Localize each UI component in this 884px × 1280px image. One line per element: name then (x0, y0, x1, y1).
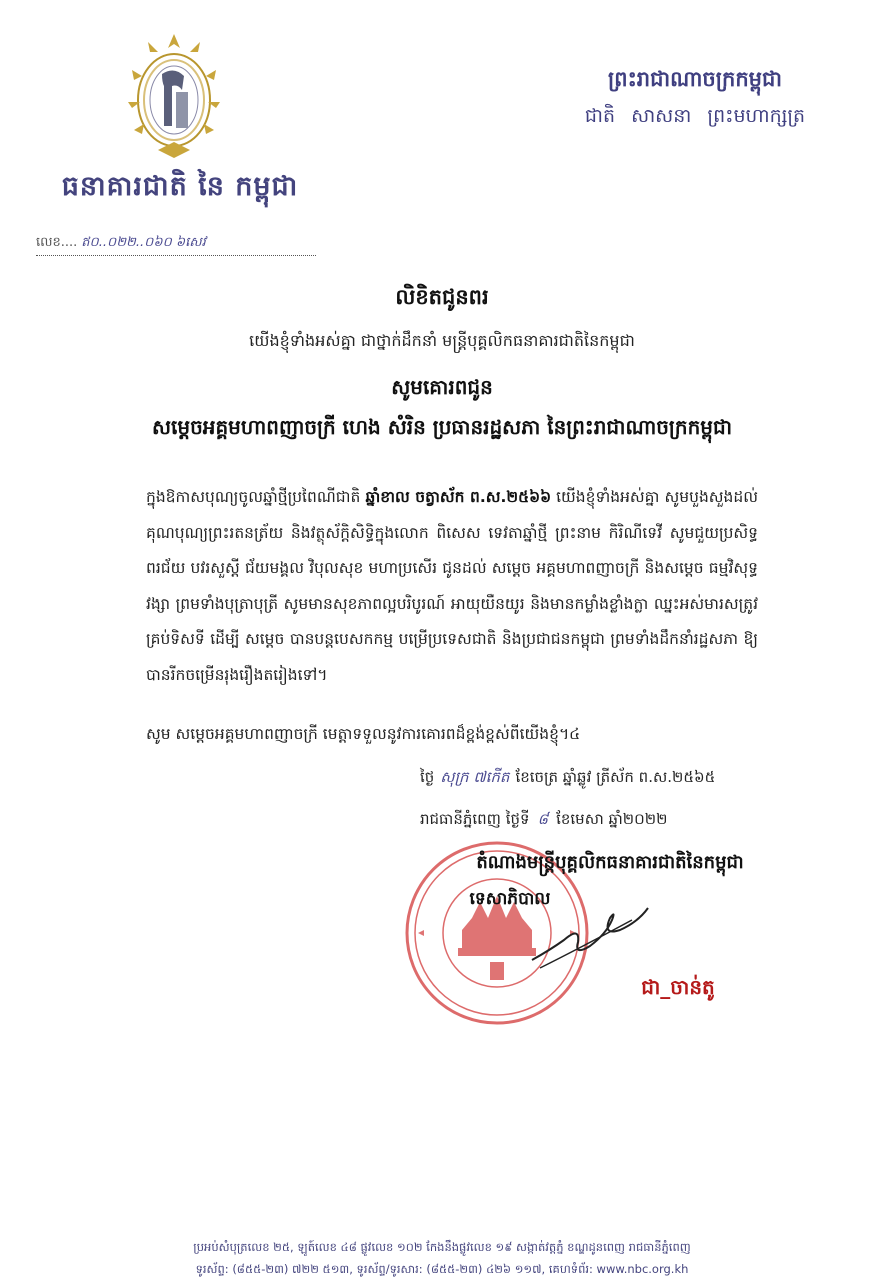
lunar-date-line (420, 768, 820, 790)
letter-title: លិខិតជូនពរ (395, 285, 489, 309)
recipient-line: សម្ដេចអគ្គមហាពញាចក្រី ហេង សំរិន ប្រធានរដ្ឋសភា នៃព្រះរាជាណាចក្រកម្ពុជា (152, 415, 732, 439)
lunar-date-handwritten: សុក្រ ៧កើត (440, 768, 510, 786)
bank-name: ធនាគារជាតិ នៃ កម្ពុជា (61, 171, 299, 202)
respect-line: សូមគោរពជូន (391, 375, 493, 399)
body-rest: យើងខ្ញុំទាំងអស់គ្នា សូមបួងសួងដល់គុណបុណ្យព្រះរតនត្រ័យ និងវត្ថុស័ក្តិសិទ្ធិក្នុងលោក ពិសេស ទេវតាឆ្នាំថ្មី ព្រះនាម កិរិណីទេវី សូមជួយប្រសិទ្ធពរជ័យ បវរសួស្តី ជ័យមង្គល វិបុលសុខ មហាប្រសើរ ជូនដល់ សម្ដេច អគ្គមហាពញាចក្រី និងសម្ដេច ធម្មវិសុទ្ធវង្សា ព្រមទាំងបុត្រាបុត្រី សូមមានសុខភាពល្អបរិបូរណ៍ អាយុយឺនយូរ និងមានកម្លាំងខ្លាំងក្លា ឈ្នះអស់មារសត្រូវគ្រប់ទិសទី ដើម្បី សម្ដេច បានបន្តបេសកកម្ម បម្រើប្រទេសជាតិ និងប្រជាជនកម្ពុជា ព្រមទាំងដឹកនាំរដ្ឋសភា ឱ្យបានរីកចម្រើនរុងរឿងតរៀងទៅ។ (146, 488, 758, 684)
reference-label: លេខ.... (36, 235, 78, 250)
on-behalf-line: តំណាងមន្ត្រីបុគ្គលិកធនាគារជាតិនៃកម្ពុជា (476, 852, 744, 873)
body-new-year-bold: ឆ្នាំខាល ចត្វាស័ក ព.ស.២៥៦៦ (365, 488, 552, 506)
reference-number-line (36, 234, 316, 256)
footer-phone-web: ទូរស័ព្ទ: (៨៥៥-២៣) ៧២២ ៥១៣, ទូរស័ព្ទ/ទូរសារ: (៨៥៥-២៣) ៤២៦ ១១៧, គេហទំព័រ: www.nbc.org.kh (195, 1262, 689, 1276)
solar-date-handwritten: ៨ (537, 810, 549, 828)
lunar-date-rest: ខែចេត្រ ឆ្នាំឆ្លូវ ត្រីស័ក ព.ស.២៥៦៥ (515, 768, 716, 786)
signer-name: ជា_ចាន់តូ (641, 975, 715, 999)
handwritten-signature (520, 890, 660, 980)
closing-line: សូម សម្ដេចអគ្គមហាពញាចក្រី មេត្តាទទួលនូវការគោរពដ៏ខ្ពង់ខ្ពស់ពីយើងខ្ញុំ។៤ (146, 725, 581, 743)
footer-address: ប្រអប់សំបុត្រលេខ ២៥, ឡូត៍លេខ ៤៨ ផ្លូវលេខ ១០២ កែងនឹងផ្លូវលេខ ១៩ សង្កាត់វត្តភ្នំ ខណ្ឌដូនពេញ រាជធានីភ្នំពេញ (193, 1240, 691, 1254)
kingdom-heading: ព្រះរាជាណាចក្រកម្ពុជា (607, 66, 782, 91)
body-start: ក្នុងឱកាសបុណ្យចូលឆ្នាំថ្មីប្រពៃណីជាតិ (146, 488, 366, 506)
national-motto: ជាតិ សាសនា ព្រះមហាក្សត្រ (584, 105, 806, 127)
reference-number: ឥ០..០២២..០៦០ ៦សេវ (81, 235, 206, 250)
solar-date-line (420, 810, 820, 832)
lunar-date-prefix: ថ្ងៃ (420, 768, 435, 786)
letter-body-paragraph (146, 480, 758, 693)
solar-date-prefix: រាជធានីភ្នំពេញ ថ្ងៃទី (420, 810, 530, 828)
footer-contact (0, 1236, 884, 1280)
letter-intro: យើងខ្ញុំទាំងអស់គ្នា ជាថ្នាក់ដឹកនាំ មន្ត្រីបុគ្គលិកធនាគារជាតិនៃកម្ពុជា (249, 331, 635, 350)
solar-date-rest: ខែមេសា ឆ្នាំ២០២២ (556, 810, 668, 828)
governor-title: ទេសាភិបាល (469, 889, 551, 909)
nbc-emblem-logo (118, 30, 230, 162)
